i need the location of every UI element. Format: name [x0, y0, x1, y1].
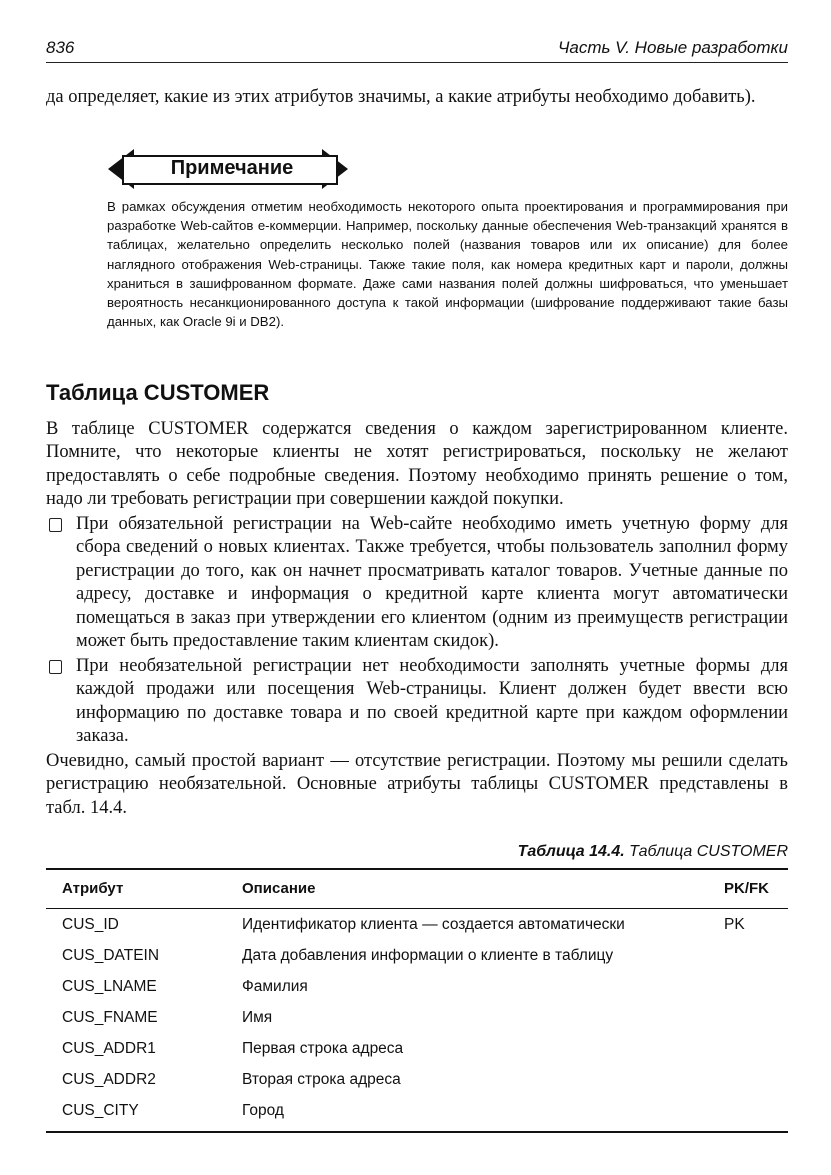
note-text: В рамках обсуждения отметим необходимость некоторого опыта проектирования и программирования при разработке Web-сайтов е-коммерции. Например, поскольку данные обеспечения Web-транзакций хранятся в таблицах, желательно определить несколько полей (названия товаров или их описание) для более наглядного отображения Web-страницы. Также такие поля, как номера кредитных карт и пароли, должны храниться в зашифрованном формате. Даже сами названия полей должны шифроваться, что уменьшает вероятность несанкционированного доступа к такой информации (шифрование поддерживают такие базы данных, как Oracle 9i и DB2). [107, 199, 788, 330]
cell-description: Идентификатор клиента — создается автоматически [242, 916, 625, 933]
paragraph-2: Очевидно, самый простой вариант — отсутствие регистрации. Поэтому мы решили сделать регистрацию необязательной. Основные атрибуты таблицы CUSTOMER представлены в табл. 14.4. [46, 751, 788, 818]
cell-description: Город [242, 1102, 284, 1119]
checkbox-bullet-icon [49, 660, 62, 674]
cell-description: Имя [242, 1009, 273, 1026]
bullet-text: При необязательной регистрации нет необходимости заполнять учетные формы для каждой продажи или посещения Web-страницы. Клиент должен будет ввести всю информацию по доставке товара и по своей кредитной карте при каждом оформлении заказа. [76, 656, 788, 747]
cell-attribute: CUS_ADDR1 [62, 1040, 156, 1057]
table-row [46, 947, 788, 978]
cell-pkfk: PK [724, 916, 745, 933]
cell-description: Дата добавления информации о клиенте в таблицу [242, 947, 614, 964]
column-header-attribute: Атрибут [62, 880, 124, 897]
cell-description: Вторая строка адреса [242, 1071, 401, 1088]
table-row [46, 1102, 788, 1133]
checkbox-bullet-icon [49, 518, 62, 532]
column-header-description: Описание [242, 880, 316, 897]
table-header-rule [46, 908, 788, 909]
table-row [46, 1040, 788, 1071]
table-top-rule [46, 868, 788, 870]
table-bottom-rule [46, 1131, 788, 1133]
table-caption-title: Таблица CUSTOMER [629, 843, 788, 860]
table-caption-label: Таблица 14.4. [517, 843, 625, 860]
cell-attribute: CUS_LNAME [62, 978, 157, 995]
running-header [46, 34, 788, 63]
table-row [46, 1009, 788, 1040]
table-row [46, 978, 788, 1009]
page-number: 836 [46, 38, 75, 57]
cell-attribute: CUS_ADDR2 [62, 1071, 156, 1088]
cell-description: Фамилия [242, 978, 308, 995]
column-header-pkfk: PK/FK [724, 880, 769, 897]
cell-attribute: CUS_FNAME [62, 1009, 158, 1026]
paragraph-1: В таблице CUSTOMER содержатся сведения о каждом зарегистрированном клиенте. Помните, что некоторые клиенты не хотят регистрироваться, поскольку не желают предоставлять о себе подробные сведения. Поэтому необходимо принять решение о том, надо ли требовать регистрации при совершении каждой покупки. [46, 419, 788, 510]
section-title: Таблица CUSTOMER [46, 380, 270, 405]
cell-description: Первая строка адреса [242, 1040, 404, 1057]
intro-paragraph: да определяет, какие из этих атрибутов значимы, а какие атрибуты необходимо добавить). [46, 87, 756, 107]
table-row [46, 916, 788, 947]
bullet-text: При обязательной регистрации на Web-сайте необходимо иметь учетную форму для сбора сведений о новых клиентах. Также требуется, чтобы пользователь заполнил форму регистрации до того, как он начнет просматривать каталог товаров. Учетные данные по адресу, доставке и информация о кредитной карте клиента могут автоматически помещаться в заказ при утверждении его клиентом (одним из преимуществ регистрации может быть предоставление таким клиентам скидок). [76, 514, 788, 652]
note-banner [108, 149, 348, 189]
cell-attribute: CUS_CITY [62, 1102, 139, 1119]
table-row [46, 1071, 788, 1102]
part-title: Часть V. Новые разработки [557, 38, 788, 57]
cell-attribute: CUS_DATEIN [62, 947, 160, 964]
cell-attribute: CUS_ID [62, 916, 119, 933]
table-caption [518, 843, 788, 861]
note-title: Примечание [170, 157, 294, 179]
